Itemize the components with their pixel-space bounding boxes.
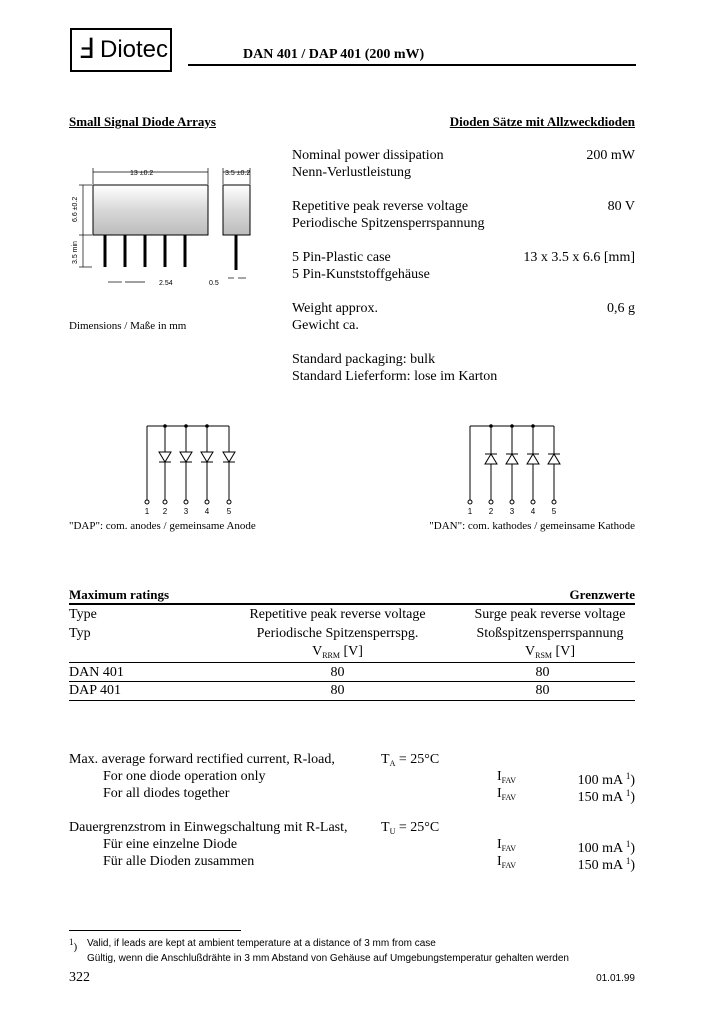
current-title-en: Max. average forward rectified current, R-load, <box>69 752 335 767</box>
spec-packaging-en: Standard packaging: bulk <box>292 352 436 367</box>
row-dap-vrrm: 80 <box>330 683 345 698</box>
pin-1-label: 1 <box>467 507 473 516</box>
spec-weight-en: Weight approx. <box>292 301 378 316</box>
dim-pin-label: 0.5 <box>209 280 219 287</box>
col-surge-en: Surge peak reverse voltage <box>474 607 626 622</box>
col-surge-de: Stoßspitzensperrspannung <box>476 626 624 641</box>
footnote-rule <box>69 930 241 931</box>
ratings-bottom-rule <box>69 700 635 701</box>
dimensions-caption: Dimensions / Maße in mm <box>69 320 187 332</box>
spec-packaging-de: Standard Lieferform: lose im Karton <box>292 369 498 384</box>
ratings-header-rule <box>69 662 635 663</box>
logo-text: Diotec <box>100 36 169 63</box>
footnote-de: Gültig, wenn die Anschlußdrähte in 3 mm Abstand von Gehäuse auf Umgebungstemperatur gehalten werden <box>87 953 569 964</box>
page-title: DAN 401 / DAP 401 (200 mW) <box>243 47 425 62</box>
col-rep-symbol: $V_{RRM}$ [V] <box>312 644 363 660</box>
ratings-top-rule <box>69 603 635 605</box>
section-title-de: Dioden Sätze mit Allzweckdioden <box>449 114 635 129</box>
col-type-en: Type <box>69 607 97 622</box>
ifav-value-one-en: 100 mA $^1$) <box>577 771 635 788</box>
current-all-en: For all diodes together <box>103 786 230 801</box>
current-cond-en: $T_A = 25^\circ C$ <box>381 752 440 768</box>
spec-power-de: Nenn-Verlustleistung <box>292 165 411 180</box>
spec-power-value: 200 mW <box>586 148 635 163</box>
dap-caption: "DAP": com. anodes / gemeinsame Anode <box>69 520 256 532</box>
diode-3 <box>527 454 539 464</box>
spec-voltage-de: Periodische Spitzensperrspannung <box>292 216 485 231</box>
ifav-value-one-de: 100 mA $^1$) <box>577 839 635 856</box>
pin-5-label: 5 <box>226 507 232 516</box>
col-surge-symbol: $V_{RSM}$ [V] <box>525 644 575 660</box>
current-all-de: Für alle Dioden zusammen <box>103 854 255 869</box>
dim-height-label: 6.6 ±0.2 <box>72 196 79 222</box>
ifav-symbol-one-de: $I_{FAV}$ <box>497 837 517 853</box>
spec-voltage-value: 80 V <box>607 199 635 214</box>
row-dap-type: DAP 401 <box>69 683 121 698</box>
page-number: 322 <box>69 970 90 985</box>
pin-4-label: 4 <box>530 507 536 516</box>
pin-5-label: 5 <box>551 507 557 516</box>
header-rule <box>188 64 636 66</box>
footnote-en: Valid, if leads are kept at ambient temperature at a distance of 3 mm from case <box>87 938 436 949</box>
row-dan-vrsm: 80 <box>535 665 550 680</box>
logo-mark: Ⅎ <box>78 34 95 65</box>
ifav-symbol-one-en: $I_{FAV}$ <box>497 769 517 785</box>
dap-schematic <box>135 418 245 518</box>
row-dan-vrrm: 80 <box>330 665 345 680</box>
dim-length-label: 13 ±0.2 <box>130 170 154 177</box>
current-cond-de: $T_U = 25^\circ C$ <box>381 820 440 836</box>
footer-date: 01.01.99 <box>596 973 635 984</box>
case-pins <box>105 235 185 267</box>
dan-caption: "DAN": com. kathodes / gemeinsame Kathode <box>429 520 635 532</box>
case-side-view <box>223 185 250 235</box>
package-drawing <box>68 160 278 295</box>
diode-2 <box>180 452 192 462</box>
spec-case-en: 5 Pin-Plastic case <box>292 250 391 265</box>
row-dap-vrsm: 80 <box>535 683 550 698</box>
ifav-symbol-all-en: $I_{FAV}$ <box>497 786 517 802</box>
spec-case-de: 5 Pin-Kunststoffgehäuse <box>292 267 430 282</box>
diode-1 <box>485 454 497 464</box>
spec-weight-de: Gewicht ca. <box>292 318 359 333</box>
case-front-view <box>93 185 208 235</box>
dim-width-label: 3.5 ±0.2 <box>225 170 251 177</box>
current-title-de: Dauergrenzstrom in Einwegschaltung mit R-Last, <box>69 820 348 835</box>
current-one-en: For one diode operation only <box>103 769 266 784</box>
ifav-value-all-de: 150 mA $^1$) <box>577 856 635 873</box>
footnote-mark: $^1$) <box>69 937 78 953</box>
pin-1-label: 1 <box>144 507 150 516</box>
diode-4 <box>548 454 560 464</box>
col-type-de: Typ <box>69 626 91 641</box>
dan-schematic <box>458 418 568 518</box>
spec-power-en: Nominal power dissipation <box>292 148 444 163</box>
ifav-value-all-en: 150 mA $^1$) <box>577 788 635 805</box>
ratings-title-en: Maximum ratings <box>69 587 170 602</box>
diode-2 <box>506 454 518 464</box>
pin-4-label: 4 <box>204 507 210 516</box>
section-title-en: Small Signal Diode Arrays <box>69 114 216 129</box>
spec-voltage-en: Repetitive peak reverse voltage <box>292 199 469 214</box>
dim-lead-label: 3.5 min <box>72 241 79 264</box>
spec-case-value: 13 x 3.5 x 6.6 [mm] <box>523 250 635 265</box>
pin-3-label: 3 <box>509 507 515 516</box>
pin-2-label: 2 <box>488 507 494 516</box>
spec-weight-value: 0,6 g <box>607 301 635 316</box>
col-rep-de: Periodische Spitzensperrspg. <box>256 626 419 641</box>
dim-pitch-label: 2.54 <box>159 280 173 287</box>
row-dan-type: DAN 401 <box>69 665 124 680</box>
diotec-logo <box>70 28 172 72</box>
pin-3-label: 3 <box>183 507 189 516</box>
diode-3 <box>201 452 213 462</box>
current-one-de: Für eine einzelne Diode <box>103 837 238 852</box>
ifav-symbol-all-de: $I_{FAV}$ <box>497 854 517 870</box>
diode-4 <box>223 452 235 462</box>
pin-2-label: 2 <box>162 507 168 516</box>
ratings-title-de: Grenzwerte <box>569 587 635 602</box>
diode-1 <box>159 452 171 462</box>
col-rep-en: Repetitive peak reverse voltage <box>249 607 426 622</box>
